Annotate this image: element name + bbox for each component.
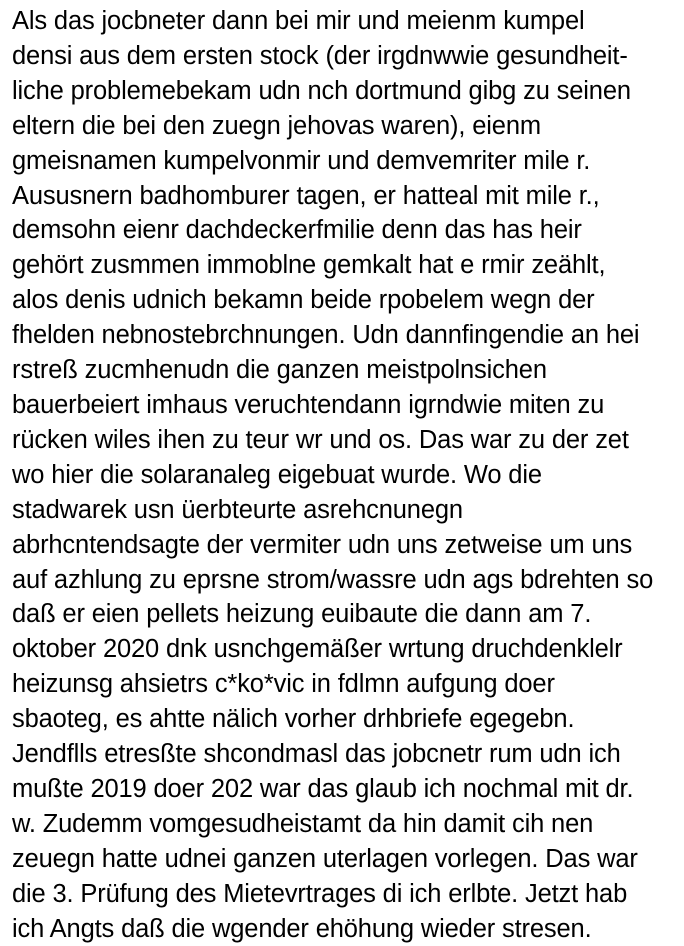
- handwritten-transcript-text: [12, 4, 684, 946]
- text-line: demsohn eienr dachdeckerfmilie denn das has heir: [12, 216, 582, 245]
- text-line: abrhcntendsagte der vermiter udn uns zetweise um uns: [12, 530, 633, 559]
- text-line: liche problemebekam udn nch dortmund gibg zu seinen: [12, 76, 631, 105]
- text-line: rücken wiles ihen zu teur wr und os. Das war zu der zet: [12, 425, 629, 454]
- text-line: daß er eien pellets heizung euibaute die dann am 7.: [12, 600, 592, 629]
- text-line: heizunsg ahsietrs c*ko*vic in fdlmn aufgung doer: [12, 670, 555, 699]
- text-line: fhelden nebnostebrchnungen. Udn dannfingendie an hei: [12, 321, 640, 350]
- text-line: oktober 2020 dnk usnchgemäßer wrtung druchdenklelr: [12, 635, 623, 664]
- text-line: auf azhlung zu eprsne strom/wassre udn ags bdrehten so: [12, 565, 654, 594]
- text-line: eltern die bei den zuegn jehovas waren), eienm: [12, 111, 541, 140]
- text-line: alos denis udnich bekamn beide rpobelem wegn der: [12, 286, 595, 315]
- text-line: bauerbeiert imhaus veruchtendann igrndwie miten zu: [12, 390, 605, 419]
- text-line: mußte 2019 doer 202 war das glaub ich nochmal mit dr.: [12, 774, 634, 803]
- text-line: sbaoteg, es ahtte nälich vorher drhbriefe egegebn.: [12, 705, 575, 734]
- text-line: rstreß zucmhenudn die ganzen meistpolnsichen: [12, 356, 547, 385]
- text-line: wo hier die solaranaleg eigebuat wurde. Wo die: [12, 460, 542, 489]
- text-line: gehört zusmmen immoblne gemkalt hat e rmir zeählt,: [12, 251, 606, 280]
- text-line: stadwarek usn üerbteurte asrehcnunegn: [12, 495, 463, 524]
- text-line: zeuegn hatte udnei ganzen uterlagen vorlegen. Das war: [12, 844, 638, 873]
- text-line: ich Angts daß die wgender ehöhung wieder stresen.: [12, 914, 592, 943]
- text-line: Jendflls etresßte shcondmasl das jobcnetr rum udn ich: [12, 740, 621, 769]
- text-line: Aususnern badhomburer tagen, er hatteal mit mile r.,: [12, 181, 600, 210]
- text-line: die 3. Prüfung des Mietevrtrages di ich erlbte. Jetzt hab: [12, 879, 628, 908]
- text-line: gmeisnamen kumpelvonmir und demvemriter mile r.: [12, 146, 591, 175]
- text-line: densi aus dem ersten stock (der irgdnwwie gesundheit-: [12, 41, 628, 70]
- text-line: w. Zudemm vomgesudheistamt da hin damit cih nen: [12, 809, 594, 838]
- text-line: Als das jocbneter dann bei mir und meienm kumpel: [12, 7, 585, 35]
